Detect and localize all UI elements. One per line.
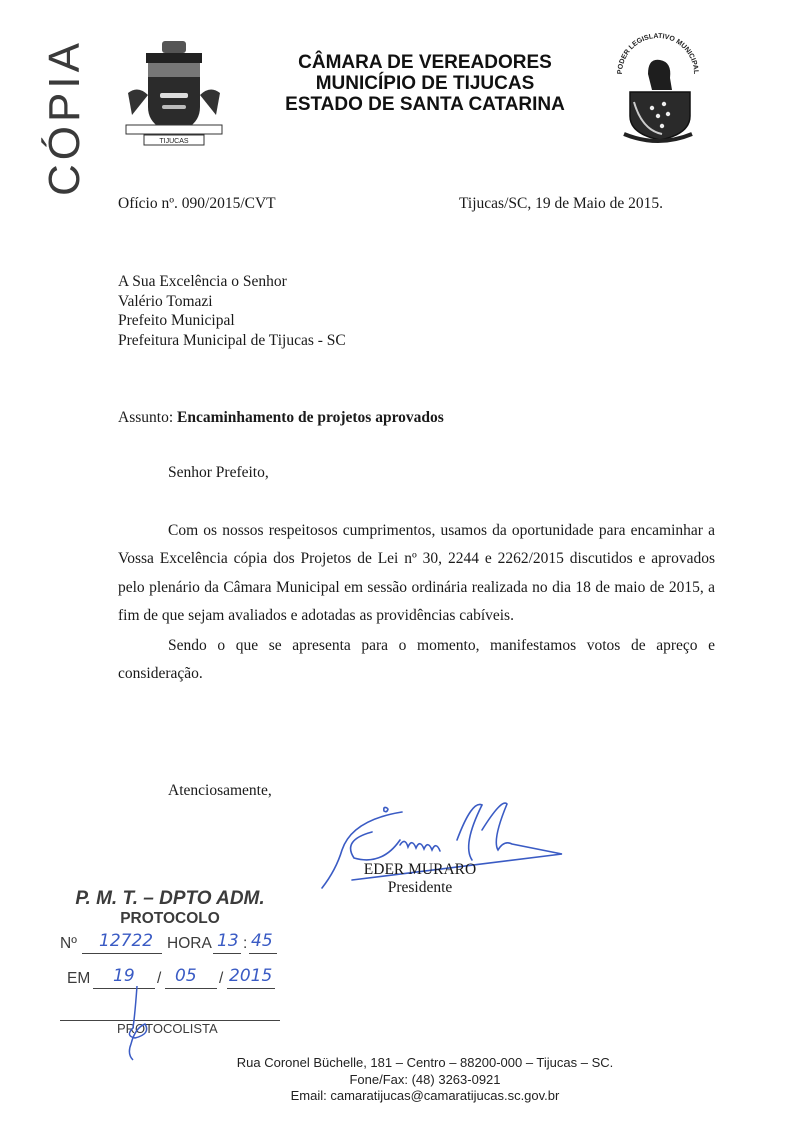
addressee-line-1: A Sua Excelência o Senhor (118, 273, 287, 290)
copy-stamp-label: CÓPIA (40, 39, 89, 197)
document-reference: Ofício nº. 090/2015/CVT (118, 195, 276, 212)
signer-name: EDER MURARO (363, 861, 477, 878)
emblem-arc-text: PODER LEGISLATIVO MUNICIPAL (616, 32, 700, 75)
protocol-stamp (55, 888, 285, 1036)
header-line-2: MUNICÍPIO DE TIJUCAS (315, 73, 535, 94)
letterhead-footer (200, 1055, 650, 1105)
letter-body (118, 517, 715, 689)
institution-header (260, 52, 590, 115)
protocol-date-month: 05 (175, 966, 197, 986)
protocol-date-separator-2: / (219, 970, 224, 987)
protocol-number-value: 12722 (99, 931, 154, 951)
subject-line (118, 409, 444, 427)
protocol-time-hour: 13 (217, 931, 239, 951)
protocolista-label: PROTOCOLISTA (117, 1021, 218, 1036)
salutation: Senhor Prefeito, (168, 464, 269, 481)
stamp-title: P. M. T. – DPTO ADM. (75, 888, 265, 909)
protocol-date-label: EM (67, 970, 91, 987)
protocol-time-label: HORA (167, 935, 212, 952)
signer-title: Presidente (387, 879, 453, 896)
body-paragraph-1: Com os nossos respeitosos cumprimentos, usamos da oportunidade para encaminhar a Vossa Excelência cópia dos Projetos de Lei nº 30, 2244 e 2262/2015 discutidos e aprovados pelo plenário da Câmara Municipal em sessão ordinária realizada no dia 18 de maio de 2015, a fim de que sejam avaliados e adotadas as providências cabíveis. (118, 522, 715, 624)
addressee-line-3: Prefeito Municipal (118, 312, 235, 329)
addressee-block (118, 272, 346, 350)
protocol-time-minute: 45 (251, 931, 273, 951)
subject-label: Assunto: (118, 409, 174, 426)
header-line-1: CÂMARA DE VEREADORES (298, 52, 552, 73)
closing: Atenciosamente, (168, 782, 272, 799)
protocol-date-separator-1: / (157, 970, 162, 987)
protocol-number-label: Nº (60, 935, 77, 952)
subject-value: Encaminhamento de projetos aprovados (177, 409, 444, 426)
body-paragraph-2: Sendo o que se apresenta para o momento, manifestamos votos de apreço e consideração. (118, 637, 715, 683)
document-date: Tijucas/SC, 19 de Maio de 2015. (459, 195, 663, 212)
header-line-3: ESTADO DE SANTA CATARINA (285, 94, 565, 115)
footer-address: Rua Coronel Büchelle, 181 – Centro – 88200-000 – Tijucas – SC. (236, 1055, 614, 1070)
tijucas-coat-of-arms-icon (118, 35, 230, 147)
footer-email[interactable]: Email: camaratijucas@camaratijucas.sc.gov.br (290, 1088, 560, 1103)
protocol-date-year: 2015 (229, 966, 273, 986)
footer-phone: Fone/Fax: (48) 3263-0921 (349, 1071, 501, 1087)
crest-banner-text: TIJUCAS (159, 138, 189, 145)
protocolista-initials-icon (115, 984, 175, 1062)
protocol-date-day: 19 (113, 966, 135, 986)
legislative-emblem-icon (612, 30, 704, 144)
addressee-line-2: Valério Tomazi (118, 292, 213, 310)
signer-block (355, 861, 485, 897)
protocol-time-separator: : (243, 935, 248, 952)
addressee-line-4: Prefeitura Municipal de Tijucas - SC (118, 331, 346, 349)
stamp-subtitle: PROTOCOLO (120, 910, 220, 927)
